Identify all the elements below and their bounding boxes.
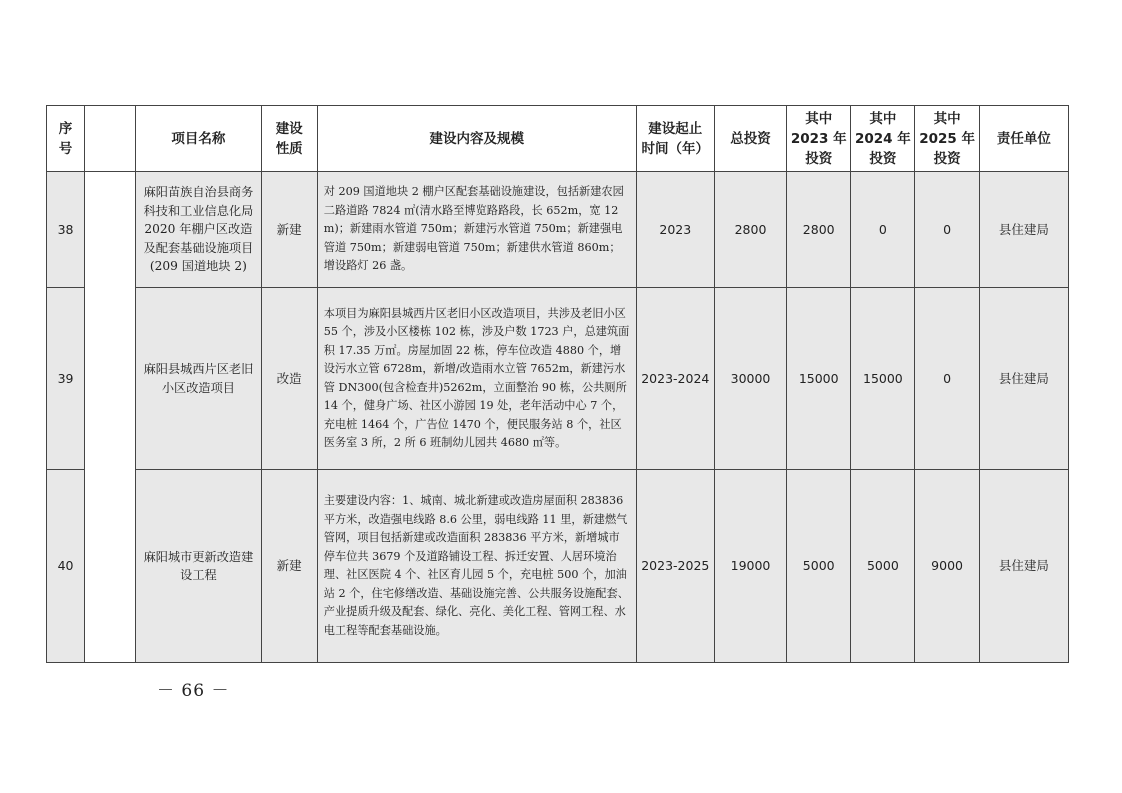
row-total-investment: 19000 — [714, 470, 786, 663]
blank-column-cell — [85, 172, 136, 663]
table-header-row — [47, 106, 1069, 172]
row-investment-2024: 5000 — [851, 470, 915, 663]
table-row — [47, 288, 1069, 470]
row-investment-2025: 0 — [915, 288, 979, 470]
row-seq: 40 — [47, 470, 85, 663]
row-responsible-unit: 县住建局 — [979, 470, 1068, 663]
table-row — [47, 172, 1069, 288]
row-investment-2025: 0 — [915, 172, 979, 288]
header-nature: 建设 性质 — [261, 106, 317, 172]
row-seq: 39 — [47, 288, 85, 470]
page-number: － 66 － — [157, 681, 230, 701]
row-investment-2023: 2800 — [787, 172, 851, 288]
row-investment-2024: 0 — [851, 172, 915, 288]
row-project-name: 麻阳县城西片区老旧小区改造项目 — [136, 288, 261, 470]
row-period: 2023 — [636, 172, 714, 288]
row-responsible-unit: 县住建局 — [979, 288, 1068, 470]
row-nature: 改造 — [261, 288, 317, 470]
row-project-name: 麻阳城市更新改造建设工程 — [136, 470, 261, 663]
header-inv2023: 其中 2023 年 投资 — [787, 106, 851, 172]
row-total-investment: 2800 — [714, 172, 786, 288]
row-seq: 38 — [47, 172, 85, 288]
row-total-investment: 30000 — [714, 288, 786, 470]
table-row — [47, 470, 1069, 663]
row-responsible-unit: 县住建局 — [979, 172, 1068, 288]
row-investment-2024: 15000 — [851, 288, 915, 470]
project-table — [46, 105, 1069, 663]
row-nature: 新建 — [261, 172, 317, 288]
row-investment-2023: 15000 — [787, 288, 851, 470]
header-seq: 序 号 — [47, 106, 85, 172]
row-period: 2023-2024 — [636, 288, 714, 470]
header-content: 建设内容及规模 — [317, 106, 636, 172]
row-content: 对 209 国道地块 2 棚户区配套基础设施建设，包括新建农园二路道路 7824 ㎡(清水路至博览路路段，长 652m，宽 12m)；新建雨水管道 750m；新建污水管道 750m；新建强电管道 750m；新建弱电管道 750m；新建供水管道 860m；增设路灯 26 盏。 — [317, 172, 636, 288]
row-period: 2023-2025 — [636, 470, 714, 663]
header-inv2025: 其中 2025 年 投资 — [915, 106, 979, 172]
header-total: 总投资 — [714, 106, 786, 172]
header-inv2024: 其中 2024 年 投资 — [851, 106, 915, 172]
row-nature: 新建 — [261, 470, 317, 663]
header-unit: 责任单位 — [979, 106, 1068, 172]
row-content: 本项目为麻阳县城西片区老旧小区改造项目，共涉及老旧小区 55 个，涉及小区楼栋 102 栋，涉及户数 1723 户，总建筑面积 17.35 万㎡。房屋加固 22 栋，停车位改造 4880 个，增设污水立管 6728m，新增/改造雨水立管 7652m，新建污水管 DN300(包含检查井)5262m，立面整治 90 栋，公共厕所 14 个，健身广场、社区小游园 19 处，老年活动中心 7 个，充电桩 1464 个，广告位 1470 个，便民服务站 8 个，社区医务室 3 所，2 所 6 班制幼儿园共 4680 ㎡等。 — [317, 288, 636, 470]
row-investment-2025: 9000 — [915, 470, 979, 663]
header-period: 建设起止 时间（年） — [636, 106, 714, 172]
row-project-name: 麻阳苗族自治县商务科技和工业信息化局 2020 年棚户区改造及配套基础设施项目(209 国道地块 2) — [136, 172, 261, 288]
row-investment-2023: 5000 — [787, 470, 851, 663]
header-name: 项目名称 — [136, 106, 261, 172]
row-content: 主要建设内容：1、城南、城北新建或改造房屋面积 283836 平方米，改造强电线路 8.6 公里，弱电线路 11 里，新建燃气管网，项目包括新建或改造面积 283836 平方米，新增城市停车位共 3679 个及道路铺设工程、拆迁安置、人居环境治理、社区医院 4 个、社区育儿园 5 个，充电桩 500 个，加油站 2 个，住宅修缮改造、基础设施完善、公共服务设施配套、产业提质升级及配套、绿化、亮化、美化工程、管网工程、水电工程等配套基础设施。 — [317, 470, 636, 663]
header-blank — [85, 106, 136, 172]
